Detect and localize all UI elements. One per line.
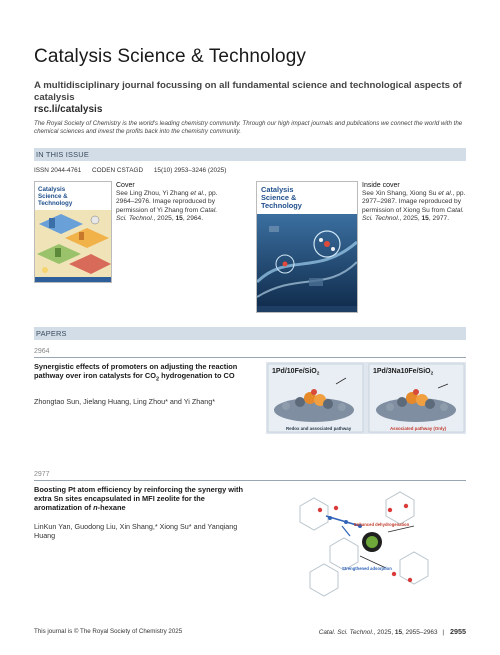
inside-cover-credit: See Xin Shang, Xiong Su et al., pp. 2977–2987. Image reproduced by permission of Xiong Su from Catal. Sci. Technol., 2025, 15, 2977. xyxy=(362,190,466,222)
article-authors: Zhongtao Sun, Jielang Huang, Ling Zhou* and Yi Zhang* xyxy=(34,397,216,406)
svg-text:1Pd/3Na10Fe/SiO2: 1Pd/3Na10Fe/SiO$_2$ xyxy=(373,368,434,377)
article-rule xyxy=(34,480,466,481)
toc-graphic-art xyxy=(290,486,444,606)
mission-statement: The Royal Society of Chemistry is the world's leading chemistry community. Through our high impact journals and publications we connect the world with the chemical sciences and invest the profits back into the chemistry community. xyxy=(34,120,463,135)
issn: ISSN 2044-4761 xyxy=(34,167,82,174)
footer-separator: | xyxy=(442,629,444,636)
footer-citation: Catal. Sci. Technol., 2025, 15, 2955–2963 | 2955 xyxy=(318,627,466,636)
cover-label: Cover xyxy=(116,182,135,189)
cover-image[interactable] xyxy=(34,181,112,283)
svg-text:Science &: Science & xyxy=(38,193,68,200)
papers-heading: PAPERS xyxy=(36,329,67,338)
article-page-number: 2977 xyxy=(34,471,50,478)
toc-graphic-art xyxy=(266,362,466,434)
svg-text:Redox and associated pathway: Redox and associated pathway xyxy=(286,426,352,431)
article-title-link[interactable]: Boosting Pt atom efficiency by reinforcing the synergy with extra Sn sites encapsulated in MFI zeolite for the aromatization of n-hexane xyxy=(34,485,244,513)
svg-text:Strengthened adsorption: Strengthened adsorption xyxy=(342,566,392,571)
cover-credit: See Ling Zhou, Yi Zhang et al., pp. 2964–2976. Image reproduced by permission of Yi Zhang from Catal. Sci. Technol., 2025, 15, 2964. xyxy=(116,190,218,222)
in-this-issue-bar xyxy=(34,148,466,161)
in-this-issue-heading: IN THIS ISSUE xyxy=(36,150,89,159)
article-title-link[interactable]: Synergistic effects of promoters on adjusting the reaction pathway over iron catalysts for $CO_2$ hydrogenation to CO xyxy=(34,362,238,383)
page-number: 2955 xyxy=(450,627,466,636)
coden: CODEN CSTAGD xyxy=(92,167,144,174)
svg-text:Catalysis: Catalysis xyxy=(261,185,294,194)
cover-illustration xyxy=(35,182,111,282)
issue-info-line xyxy=(34,167,235,174)
inside-cover-description xyxy=(362,182,466,223)
journal-subtitle: A multidisciplinary journal focussing on all fundamental science and technological aspects of catalysis xyxy=(34,80,462,103)
inside-cover-label: Inside cover xyxy=(362,182,400,189)
inside-cover-illustration xyxy=(257,182,357,312)
cover-description xyxy=(116,182,226,223)
svg-text:Technology: Technology xyxy=(38,200,73,207)
toc-graphic[interactable] xyxy=(290,486,444,606)
svg-text:Technology: Technology xyxy=(261,201,302,210)
article-rule xyxy=(34,357,466,358)
issue-info: 15(10) 2953–3246 (2025) xyxy=(153,167,227,174)
article-page-number: 2964 xyxy=(34,348,50,355)
article-authors: LinKun Yan, Guodong Liu, Xin Shang,* Xiong Su* and Yanqiang Huang xyxy=(34,522,238,540)
svg-text:Science &: Science & xyxy=(261,193,297,202)
svg-text:Enhanced dehydrogenation: Enhanced dehydrogenation xyxy=(354,522,410,527)
journal-title: Catalysis Science & Technology xyxy=(34,46,306,67)
inside-cover-image[interactable] xyxy=(256,181,358,313)
footer-copyright: This journal is © The Royal Society of Chemistry 2025 xyxy=(34,628,183,635)
svg-text:Associated pathway (Only): Associated pathway (Only) xyxy=(390,426,447,431)
svg-text:Catalysis: Catalysis xyxy=(38,186,66,193)
papers-bar xyxy=(34,327,466,340)
journal-url[interactable]: rsc.li/catalysis xyxy=(34,104,103,115)
svg-text:1Pd/10Fe/SiO2: 1Pd/10Fe/SiO$_2$ xyxy=(272,368,320,377)
toc-graphic[interactable] xyxy=(266,362,466,434)
